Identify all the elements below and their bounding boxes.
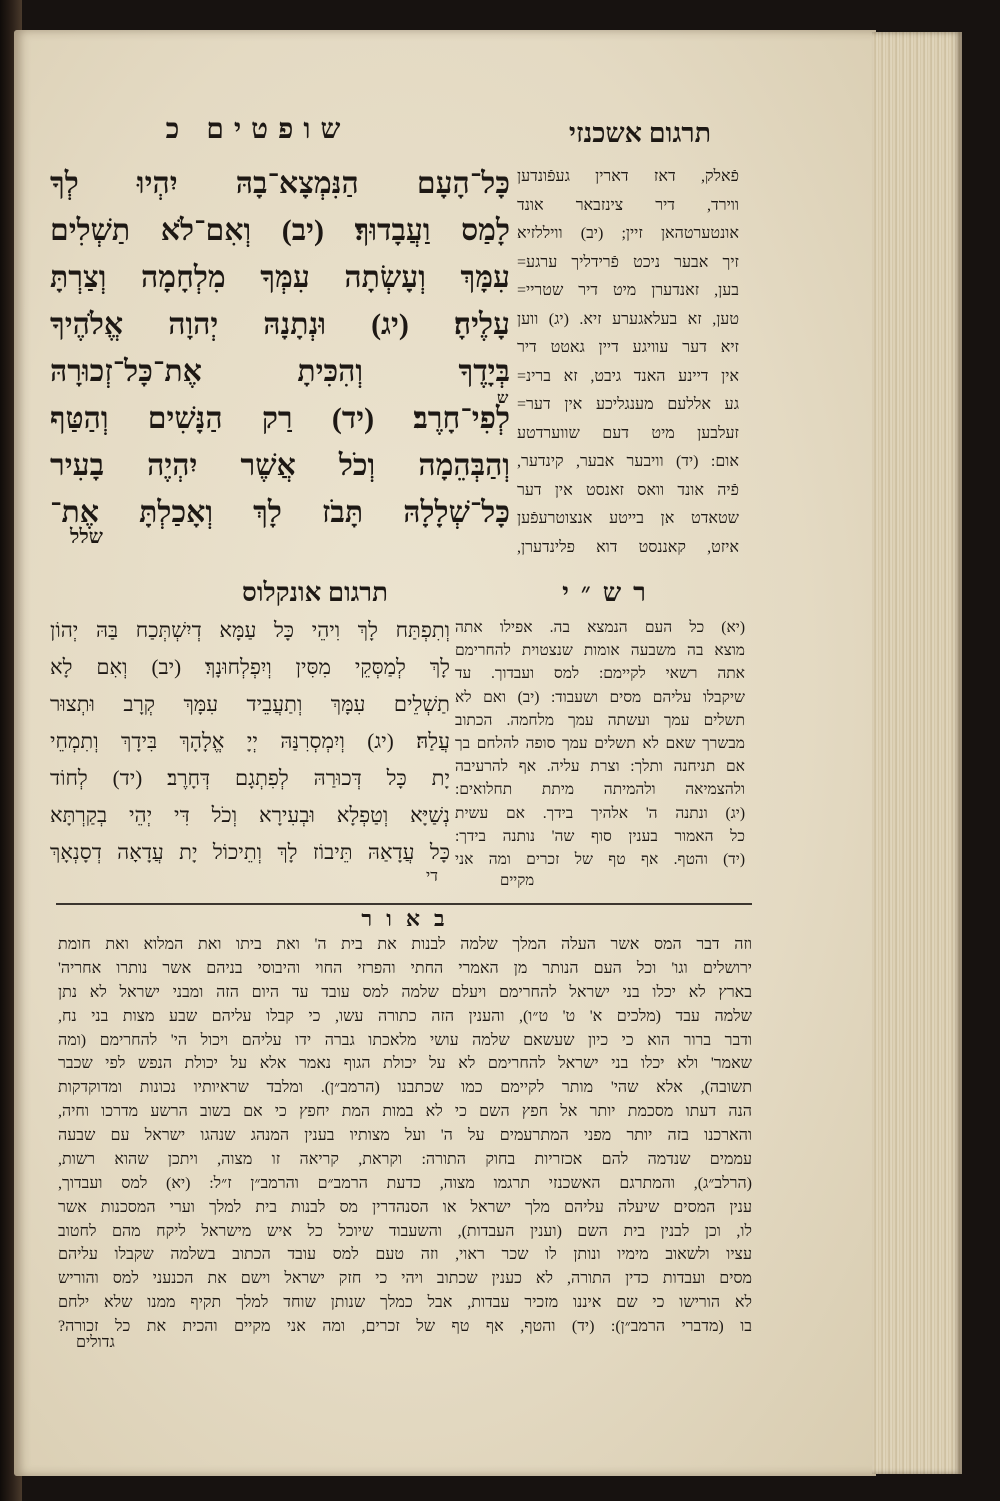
- targum-ashkenazi-column: [517, 163, 739, 562]
- targum-ashkenazi-line: איזט, קאננסט דוא פלינדערן,: [517, 538, 739, 556]
- biur-line: הנה דעתו מסכמת יותר אל חפץ השם כי לא במות המת יחפץ כי אם בשוב הרשע מדרכו וחיה,: [58, 1103, 752, 1121]
- running-head-targum-ashkenazi: תרגום אשכנזי: [568, 118, 712, 148]
- targum-ashkenazi-line: בען, זאנדערן מיט דיר שטריי=: [517, 282, 739, 299]
- page-edges-stack: [872, 32, 962, 1474]
- onkelos-catchword: די: [426, 868, 438, 885]
- torah-line: עִמָּךְ וְעָשְׂתָה עִמְּךָ מִלְחָמָה וְצַרְתָּ: [50, 261, 510, 294]
- onkelos-line: כָּל עֲדָאַהּ תֵּיבוֹז לָךְ וְתֵיכוֹל יָת עֲדָאָה דְסָנְאָךְ: [50, 840, 450, 864]
- torah-line: וְהַבְּהֵמָה וְכֹל אֲשֶׁר יִהְיֶה בָעִיר: [50, 449, 510, 482]
- torah-line: כָּל־הָעָם הַנִּמְצָא־בָהּ יִהְיוּ לְךָ: [50, 167, 510, 200]
- targum-ashkenazi-line: גע אללעם מענגליכע אין דער=: [517, 396, 739, 413]
- rashi-line: ולהצמיאה ולהמיתה מיתת תחלואים:: [455, 781, 745, 799]
- targum-ashkenazi-line: זיא דער עוויגע דיין גאטט דיר: [517, 339, 739, 356]
- targum-ashkenazi-line: פֿיה אונד וואס זאנסט אין דער: [517, 481, 739, 499]
- targum-ashkenazi-line: זיך אבער ניכט פֿרידליך ערגע=: [517, 253, 739, 271]
- targum-ashkenazi-line: אין דיינע האנד גיבט, זא ברינ=: [517, 367, 739, 385]
- onkelos-heading: תרגום אונקלוס: [242, 578, 388, 607]
- onkelos-line: לָךְ לְמַסְּקֵי מִסִּין וְיִפְלְחוּנָךְ׃ (יב) וְאִם לָא: [50, 655, 450, 679]
- targum-ashkenazi-line: שטאדט אן בייטע אנצוטרעפֿען: [517, 510, 739, 527]
- torah-line: כָּל־שְׁלָלָהּ תָּבֹז לָךְ וְאָכַלְתָּ אֶת־: [50, 496, 510, 529]
- biur-line: לו, וכן לבנין בית השם (וענין העבדות), והשעבוד שיוכל כל איש מישראל ליקח מהם לחטוב: [58, 1222, 752, 1240]
- biur-line: והארכנו בזה יותר מפני המתרעמים על ה' ועל מצותיו בענין המנהג שנהגו ישראל עם שבעה: [58, 1127, 752, 1144]
- biur-line: בו (מדברי הרמב״ן): (יד) והטף, אף טף של זכרים, ומה אני מקיים והכית את כל זכורה?: [58, 1318, 752, 1335]
- biur-line: תשובה), אלא שהי' מותר לקיימם כמו שכתבנו (הרמב״ן). ומלבד שראיותיו נכונות ומדוקדקות: [58, 1079, 752, 1097]
- biur-divider-rule: [56, 903, 752, 905]
- torah-line: עָלֶיהָ׃ (יג) וּנְתָנָהּ יְהוָה אֱלֹהֶיךָ: [50, 308, 510, 341]
- biur-catchword: גדולים: [76, 1334, 115, 1351]
- rashi-line: שיקבלו עליהם מסים ושעבוד: (יב) ואם לא: [455, 688, 745, 706]
- rashi-line: אם תניחנה ותלך: וצרת עליה. אף להרעיבה: [455, 758, 745, 776]
- rashi-line: (יג) ונתנה ה' אלהיך בידך. אם עשית: [455, 804, 745, 822]
- rashi-line: מבשרך שאם לא תשלים עמך סופה להלחם בך: [455, 734, 745, 752]
- targum-ashkenazi-line: טען, זא בעלאגערע זיא. (יג) ווען: [517, 310, 739, 328]
- rashi-line: כל האמור בענין סוף שה' נותנה בידך:: [455, 827, 745, 845]
- biur-line: מסים ועבדות כדין התורה, לא כענין שכתוב ויהי כי חזק ישראל וישם את הכנעני למס והוריש: [58, 1270, 752, 1288]
- biur-line: ירושלים וגו' וכל העם הנותר מן האמרי החתי והפרזי החוי והיבוסי בניהם אשר נותרו אחריה': [58, 959, 752, 977]
- targum-ashkenazi-line: ווירד, דיר צינזבאר אונד: [517, 196, 739, 214]
- biur-line: לא הורישו כי שם איננו מזכיר עבדות, אבל כמלך שנותן שוחד למלך תקיף ממנו שלא ילחם: [58, 1294, 752, 1312]
- biur-line: שאמר' ולא יכלו בני ישראל להחרימם לא על יכולת הגוף נאמר אלא על יכולת הנפש לפי שכבר: [58, 1055, 752, 1073]
- rashi-line: (יא) כל העם הנמצא בה. אפילו אתה: [455, 619, 745, 636]
- torah-line: לְפִי־חָרֶב׃ (יד) רַק הַנָּשִׁים וְהַטַּף: [50, 402, 510, 435]
- rashi-column: [455, 616, 745, 871]
- onkelos-line: תַשְׁלֵים עִמָּךְ וְתַעֲבֵיד עִמָּךְ קְרָב וּתְצוּר: [50, 692, 450, 716]
- targum-ashkenazi-line: אום: (יד) וויבער אבער, קינדער,: [517, 453, 739, 470]
- biur-line: (הרלב״ג), והמתרגם האשכנזי תרגמו מצוה, כדעת הרמב״ם והרמב״ן ז״ל: (יא) למס ועבדוך,: [58, 1174, 752, 1192]
- onkelos-line: נְשַׁיָּא וְטַפְלָא וּבְעִירָא וְכֹל דִּי יְהֵי בְקַרְתָּא: [50, 803, 450, 827]
- onkelos-line: יָת כָּל דְּכוּרַהּ לְפִתְגָם דְּחָרֶב׃ (יד) לְחוֹד: [50, 766, 450, 790]
- biur-line: עממים שנדמה להם אכזריות בחוק התורה: וקראת, קריאה זו מצוה, ויתכן שהוא רשות,: [58, 1150, 752, 1168]
- rashi-line: אתה רשאי לקיימם: למס ועבדוך. עד: [455, 665, 745, 683]
- torah-line: בְּיָדֶךָ וְהִכִּיתָ אֶת־כָּל־זְכוּרָהּ: [50, 355, 510, 388]
- torah-text-column: [50, 160, 510, 536]
- torah-line: לָמַס וַעֲבָדוּךָ׃ (יב) וְאִם־לֹא תַשְׁלִים: [50, 214, 510, 247]
- running-head-book-chapter: שופטים כ: [165, 114, 351, 145]
- torah-catchword: שלל: [70, 526, 103, 548]
- biur-line: ודבר ברור הוא כי כיון שעשאם שלמה עושי מלאכתו גברה ידו עליהם ויכול הי' להחרימם (ומה: [58, 1031, 752, 1049]
- rashi-line: מוצא בה משבעה אומות שנצטוית להחרימם: [455, 642, 745, 660]
- targum-ashkenazi-line: פֿאלק, דאז דארין געפֿונדען: [517, 168, 739, 185]
- biur-line: שלמה עבד (מלכים א' ט' ט״ו), והענין הזה כתורה עשו, כי קבלו עליהם שבע מצות בני נח,: [58, 1007, 752, 1025]
- onkelos-column: [50, 612, 450, 871]
- rashi-line: (יד) והטף. אף טף של זכרים ומה אני: [455, 850, 745, 868]
- onkelos-line: עֲלַהּ׃ (יג) וְיִמְסְרִנַּהּ יְיָ אֱלָהָךְ בִּידָךְ וְתִמְחֵי: [50, 729, 450, 753]
- biur-heading: באור: [361, 906, 459, 931]
- targum-ashkenazi-line: אונטערטהאן זיין; (יב) וויללזיא: [517, 225, 739, 242]
- rashi-line: תשלים עמך ועשתה עמך מלחמה. הכתוב: [455, 711, 745, 729]
- targum-ashkenazi-line: זעלבען מיט דעם שווערדטע: [517, 424, 739, 442]
- biur-line: עציו ולשאוב מימיו ונותן לו שכר ראוי, וזה טעם למס עובד הכתוב בשלמה שקבלו עליהם: [58, 1246, 752, 1264]
- biur-commentary: [58, 933, 752, 1339]
- rashi-heading: רש״י: [562, 578, 658, 607]
- biur-line: בארץ לא יכלו בני ישראל להחרימם ויעלם שלמה למס עובד עד היום הזה ומבני ישראל לא נתן: [58, 983, 752, 1001]
- onkelos-line: וְתִפְתַּח לָךְ וִיהֵי כָּל עַמָּא דְיִשְׁתְּכַח בַּהּ יְהוֹן: [50, 618, 450, 642]
- biur-line: ענין המסים שיעלה עליהם מלך ישראל או הסנהדרין מס לבנות בית למלך וערי המסכנות אשר: [58, 1198, 752, 1216]
- margin-reference-mark: ש: [497, 390, 509, 407]
- rashi-catchword: מקיים: [500, 873, 535, 889]
- biur-line: וזה דבר המס אשר העלה המלך שלמה לבנות את בית ה' ואת ביתו ואת המלוא ואת חומת: [58, 936, 752, 953]
